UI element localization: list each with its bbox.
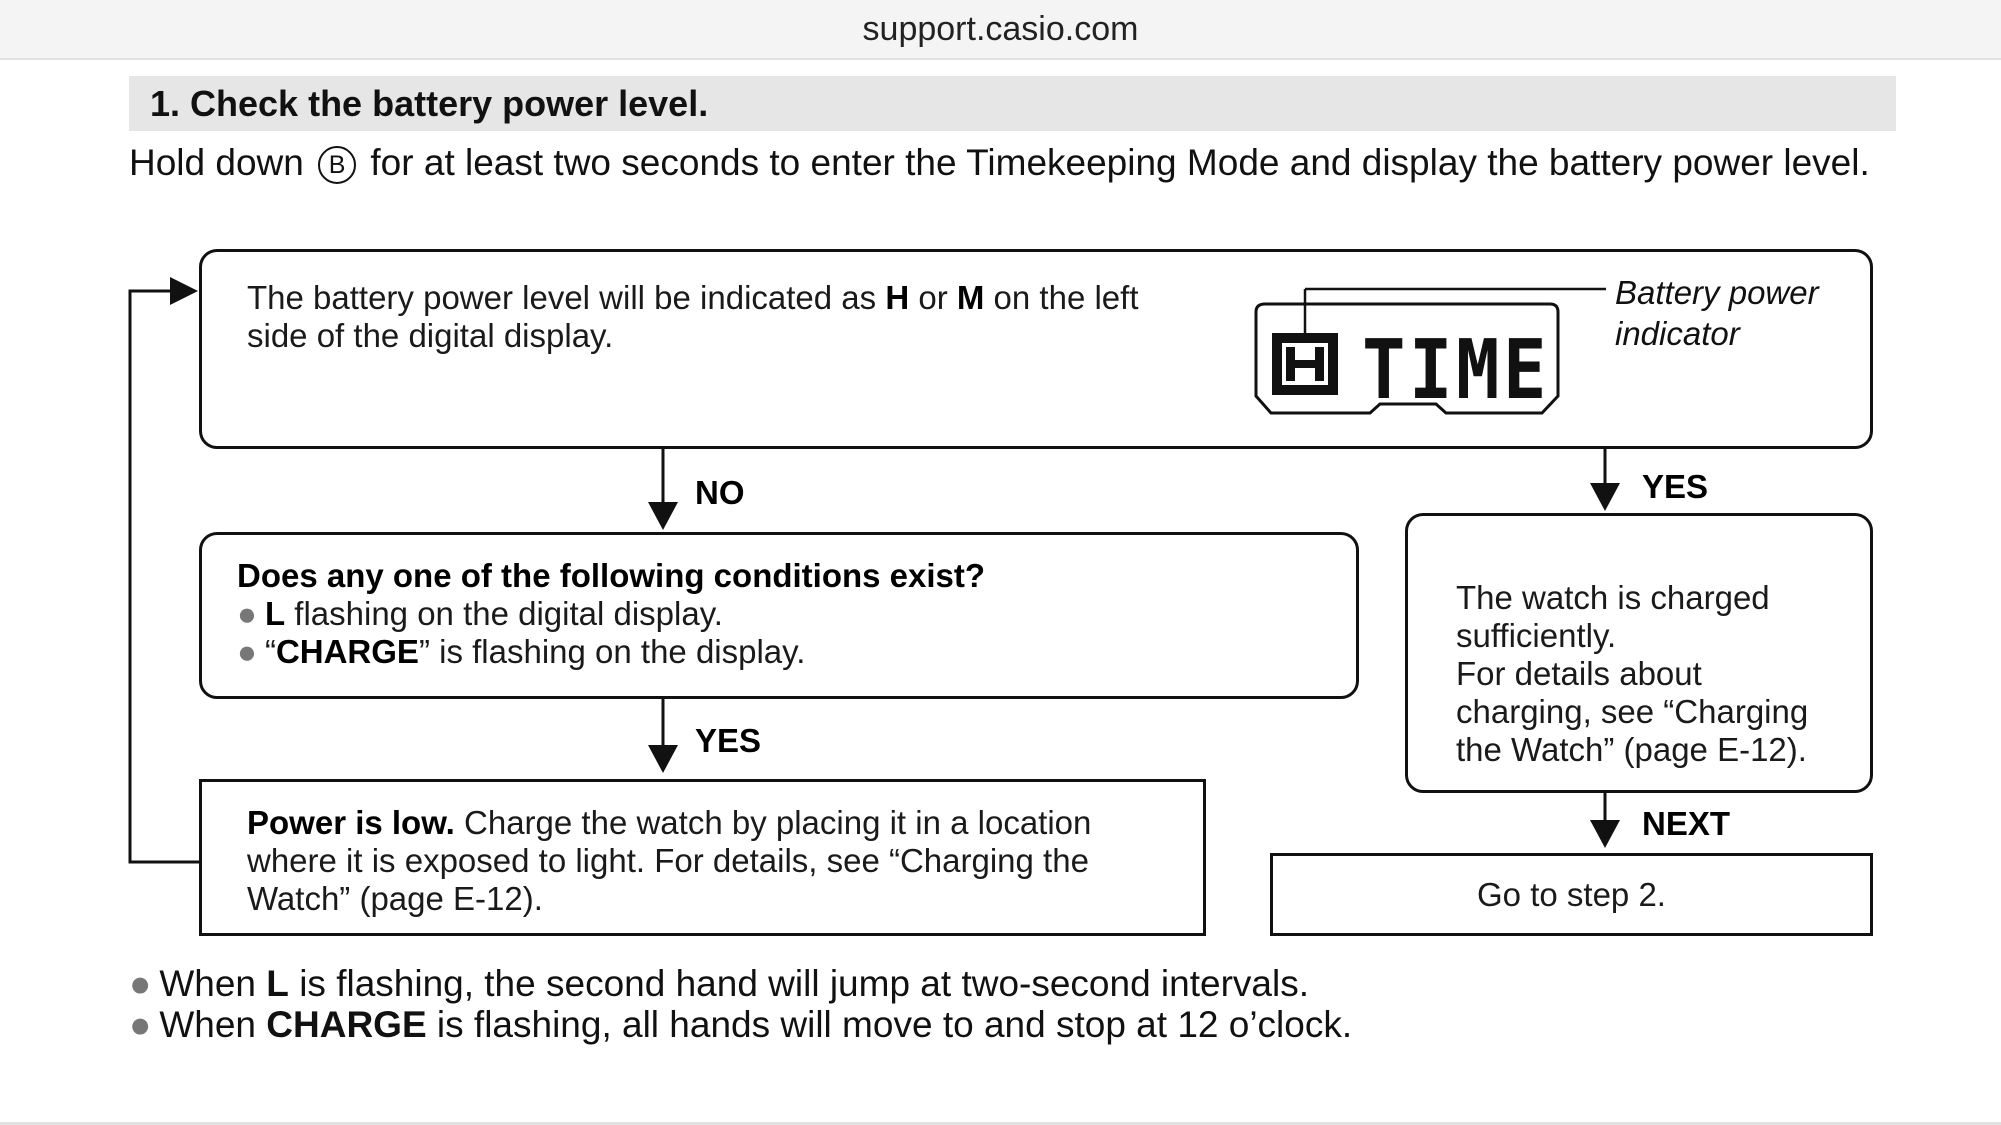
condition-item-2-text: ” is flashing on the display. (418, 633, 806, 670)
note-1-bold: L (266, 963, 289, 1004)
condition-item-1-bold: L (264, 595, 286, 632)
bullet-icon: ● (237, 595, 257, 632)
intro-pre: Hold down (129, 142, 304, 183)
battery-indicator-label (1615, 272, 1865, 354)
battery-text-m: M (956, 279, 985, 316)
label-no: NO (695, 474, 745, 511)
next-step-box (1270, 853, 1873, 936)
battery-indicator-label-text: Battery power indicator (1615, 274, 1819, 352)
bullet-icon: ● (237, 633, 257, 670)
battery-text-or: or (918, 279, 948, 316)
next-step-text: Go to step 2. (1477, 875, 1666, 913)
power-low-box (199, 779, 1206, 936)
url-text: support.casio.com (862, 9, 1139, 48)
condition-item-2 (237, 633, 1356, 671)
intro-post: for at least two seconds to enter the Timekeeping Mode and display the battery power level. (370, 142, 1870, 183)
lcd-mode-text: TIME (1362, 323, 1550, 418)
condition-item-2-quote: “ (264, 633, 276, 670)
charged-box (1405, 513, 1873, 793)
condition-question: Does any one of the following conditions exist? (237, 557, 986, 594)
bullet-icon: ● (129, 963, 152, 1004)
note-1 (129, 963, 1352, 1004)
note-2-pre: When (159, 1004, 257, 1045)
note-1-pre: When (159, 963, 257, 1004)
charged-text: The watch is charged sufficiently. For details about charging, see “Charging the Watch” (page E-12). (1456, 579, 1809, 768)
label-yes-left: YES (695, 722, 762, 759)
b-button-icon: B (318, 146, 356, 184)
condition-item-1 (237, 595, 1356, 633)
note-2 (129, 1004, 1352, 1045)
battery-text-1: The battery power level will be indicated as (247, 279, 877, 316)
note-2-bold: CHARGE (266, 1004, 427, 1045)
bullet-icon: ● (129, 1004, 152, 1045)
step-title: 1. Check the battery power level. (150, 82, 709, 124)
power-low-bold: Power is low. (247, 804, 455, 841)
battery-text-h: H (885, 279, 910, 316)
battery-text-3: on the left side of the digital display. (247, 279, 1139, 354)
note-1-post: is flashing, the second hand will jump at two-second intervals. (299, 963, 1309, 1004)
note-2-post: is flashing, all hands will move to and stop at 12 o’clock. (436, 1004, 1353, 1045)
power-low-text: Charge the watch by placing it in a location where it is exposed to light. For details, see “Charging the Watch” (page E-12). (247, 804, 1092, 917)
label-yes-right: YES (1642, 468, 1709, 505)
battery-indicator-icon (1272, 333, 1338, 395)
condition-item-1-text: flashing on the digital display. (294, 595, 723, 632)
notes-list (129, 963, 1352, 1045)
condition-item-2-bold: CHARGE (275, 633, 419, 670)
label-next: NEXT (1642, 805, 1731, 842)
condition-box (199, 532, 1359, 699)
